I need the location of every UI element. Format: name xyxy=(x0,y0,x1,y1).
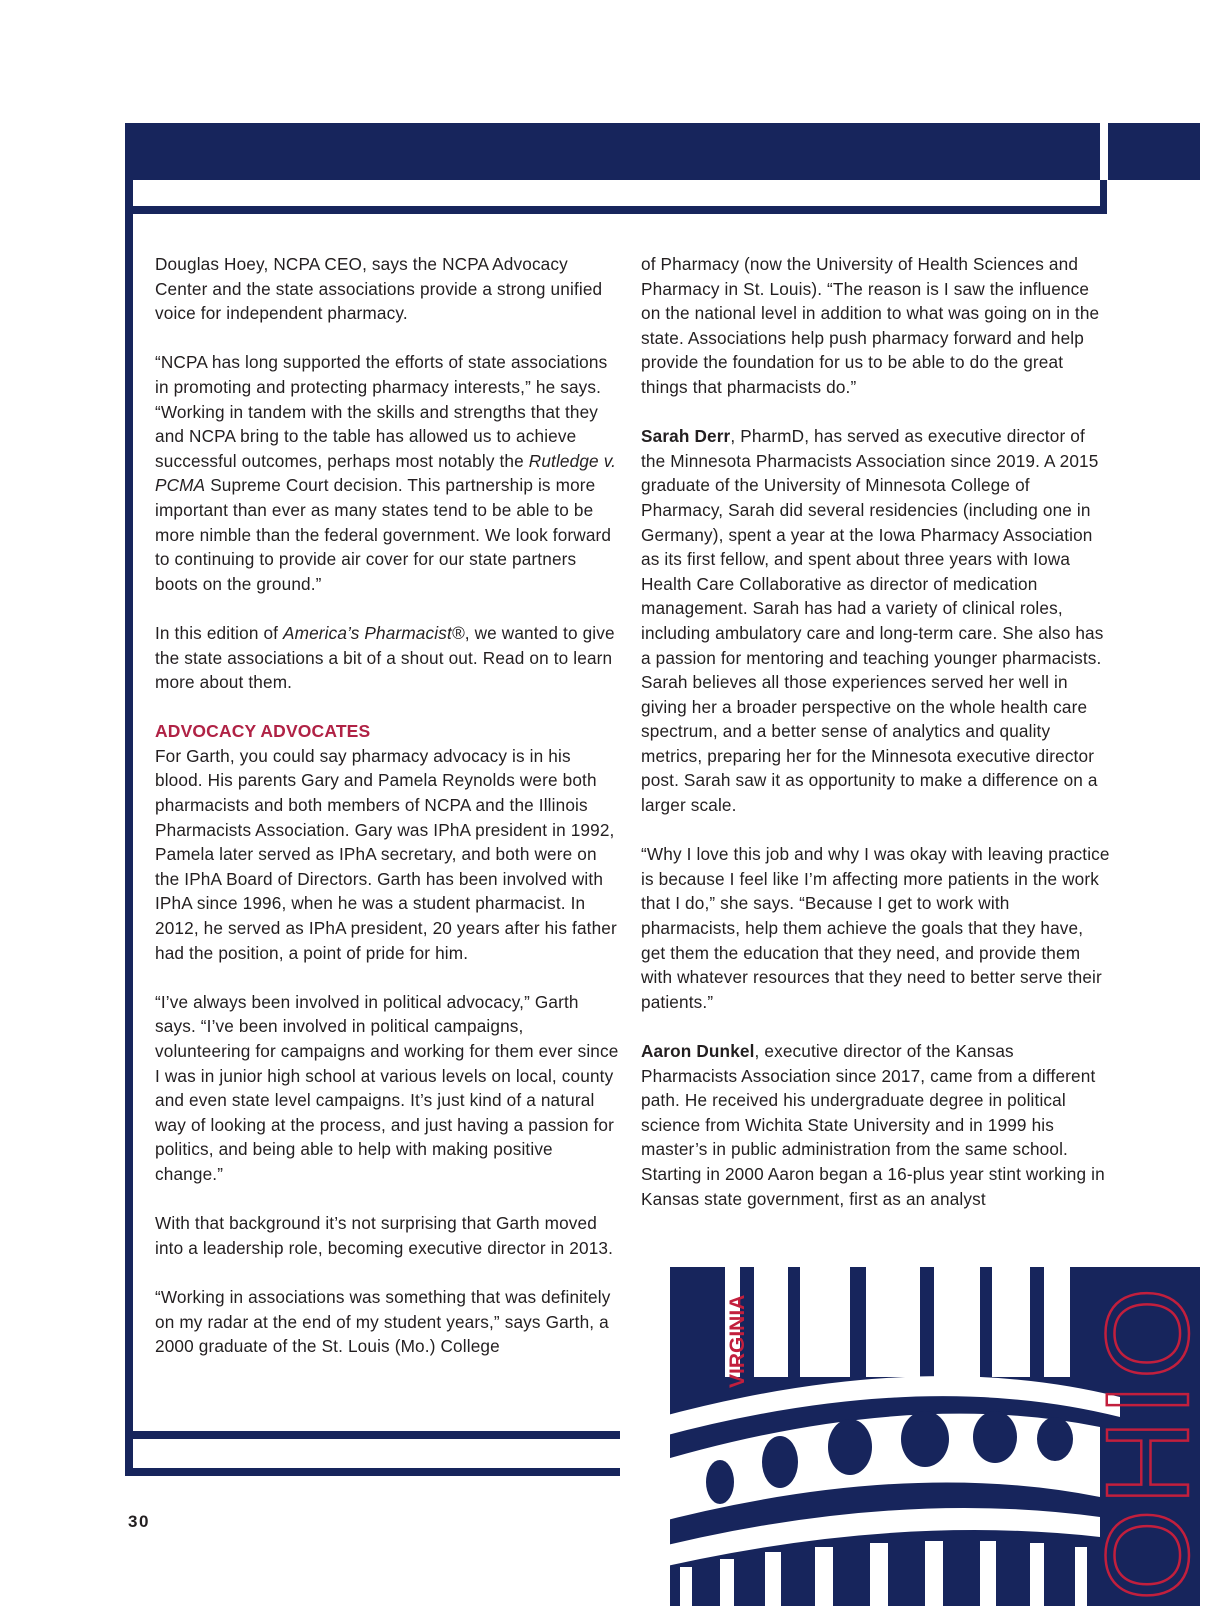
edition-part-2: , we wanted to give the state associations a bit of a shout out. Read on to learn more about them. xyxy=(155,622,615,693)
garth-role-paragraph: With that background it’s not surprising that Garth moved into a leadership role, becoming executive director in 2013. xyxy=(155,1213,614,1258)
edition-paragraph xyxy=(155,621,620,695)
left-column xyxy=(155,252,620,1359)
garth-associations-paragraph: “Working in associations was something that was definitely on my radar at the end of my student years,” says Garth, a 2000 graduate of the St. Louis (Mo.) College xyxy=(155,1286,611,1357)
sarah-derr-name: Sarah Derr xyxy=(641,426,731,447)
case-name: Rutledge v. PCMA xyxy=(155,450,617,496)
edition-part-1: In this edition of xyxy=(155,622,284,643)
aaron-dunkel-name: Aaron Dunkel xyxy=(641,1041,755,1061)
ceo-quote-part-2: Supreme Court decision. This partnership is more important than ever as many states tend to be able to be more nimble than the federal government. We look forward to continuing to provide air cover for our state partners boots on the ground.” xyxy=(155,475,612,594)
header-bar xyxy=(125,123,1100,180)
virginia-label: VIRGINIA xyxy=(726,1294,749,1388)
sarah-derr-paragraph xyxy=(641,424,1111,818)
garth-background-paragraph: For Garth, you could say pharmacy advocacy is in his blood. His parents Gary and Pamela Reynolds were both pharmacists and both members of NCPA and the Illinois Pharmacists Association. Gary was IPhA president in 1992, Pamela later served as IPhA secretary, and both were on the IPhA Board of Directors. Garth has been involved with IPhA since 1996, when he was a student pharmacist. In 2012, he served as IPhA president, 20 years after his father had the position, a point of pride for him. xyxy=(155,745,617,963)
magazine-name: America’s Pharmacist® xyxy=(283,622,465,643)
aaron-dunkel-bio: , executive director of the Kansas Pharmacists Association since 2017, came from a different path. He received his undergraduate degree in political science from Wichita State University and in 1999 his master’s in public administration from the same school. Starting in 2000 Aaron began a 16-plus year stint working in Kansas state government, first as an analyst xyxy=(641,1041,1105,1209)
sarah-derr-bio: , PharmD, has served as executive director of the Minnesota Pharmacists Association since 2019. A 2015 graduate of the University of Minnesota College of Pharmacy, Sarah did several residencies (including one in Germany), spent a year at the Iowa Pharmacy Association as its first fellow, and spent about three years with Iowa Health Care Collaborative as director of medication management. Sarah has had a variety of clinical roles, including ambulatory care and long-term care. She also has a passion for mentoring and teaching younger pharmacists. Sarah believes all those experiences served her well in giving her a broader perspective on the whole health care spectrum, and a better sense of analytics and quality metrics, preparing her for the Minnesota executive director post. Sarah saw it as opportunity to make a difference on a larger scale. xyxy=(641,426,1104,816)
aaron-dunkel-paragraph xyxy=(641,1039,1111,1211)
section-subhead: ADVOCACY ADVOCATES xyxy=(155,721,371,742)
sarah-quote-paragraph: “Why I love this job and why I was okay with leaving practice is because I feel like I’m affecting more patients in the work that I do,” she says. “Because I get to work with pharmacists, help them achieve the goals that they have, get them the education that they need, and provide them with whatever resources that they need to better serve their patients.” xyxy=(641,844,1110,1012)
frame-bottom-line-1 xyxy=(125,1431,655,1439)
frame-left-line xyxy=(125,180,133,1476)
ohio-label: OHIO xyxy=(1082,1283,1214,1601)
frame-top-gap xyxy=(133,180,1100,206)
frame-bottom-line-2 xyxy=(125,1468,655,1476)
page-number: 30 xyxy=(128,1512,150,1531)
right-column xyxy=(641,252,1111,1211)
ceo-quote-part-1: “NCPA has long supported the efforts of state associations in promoting and protecting pharmacy interests,” he says. “Working in tandem with the skills and strengths that they and NCPA bring to the table has allowed us to achieve successful outcomes, perhaps most notably the xyxy=(155,352,608,471)
ceo-quote-paragraph xyxy=(155,350,620,596)
header-bar-right-block xyxy=(1108,123,1200,180)
garth-quote-paragraph: “I’ve always been involved in political advocacy,” Garth says. “I’ve been involved in political campaigns, volunteering for campaigns and working for them ever since I was in junior high school at various levels on local, county and even state level campaigns. It’s just kind of a natural way of looking at the process, and just having a passion for politics, and being able to help with making positive change.” xyxy=(155,991,619,1184)
intro-paragraph: Douglas Hoey, NCPA CEO, says the NCPA Advocacy Center and the state associations provide a strong unified voice for independent pharmacy. xyxy=(155,254,603,324)
garth-continued-paragraph: of Pharmacy (now the University of Health Sciences and Pharmacy in St. Louis). “The reason is I saw the influence on the national level in addition to what was going on in the state. Associations help push pharmacy forward and help provide the foundation for us to be able to do the great things that pharmacists do.” xyxy=(641,254,1100,397)
